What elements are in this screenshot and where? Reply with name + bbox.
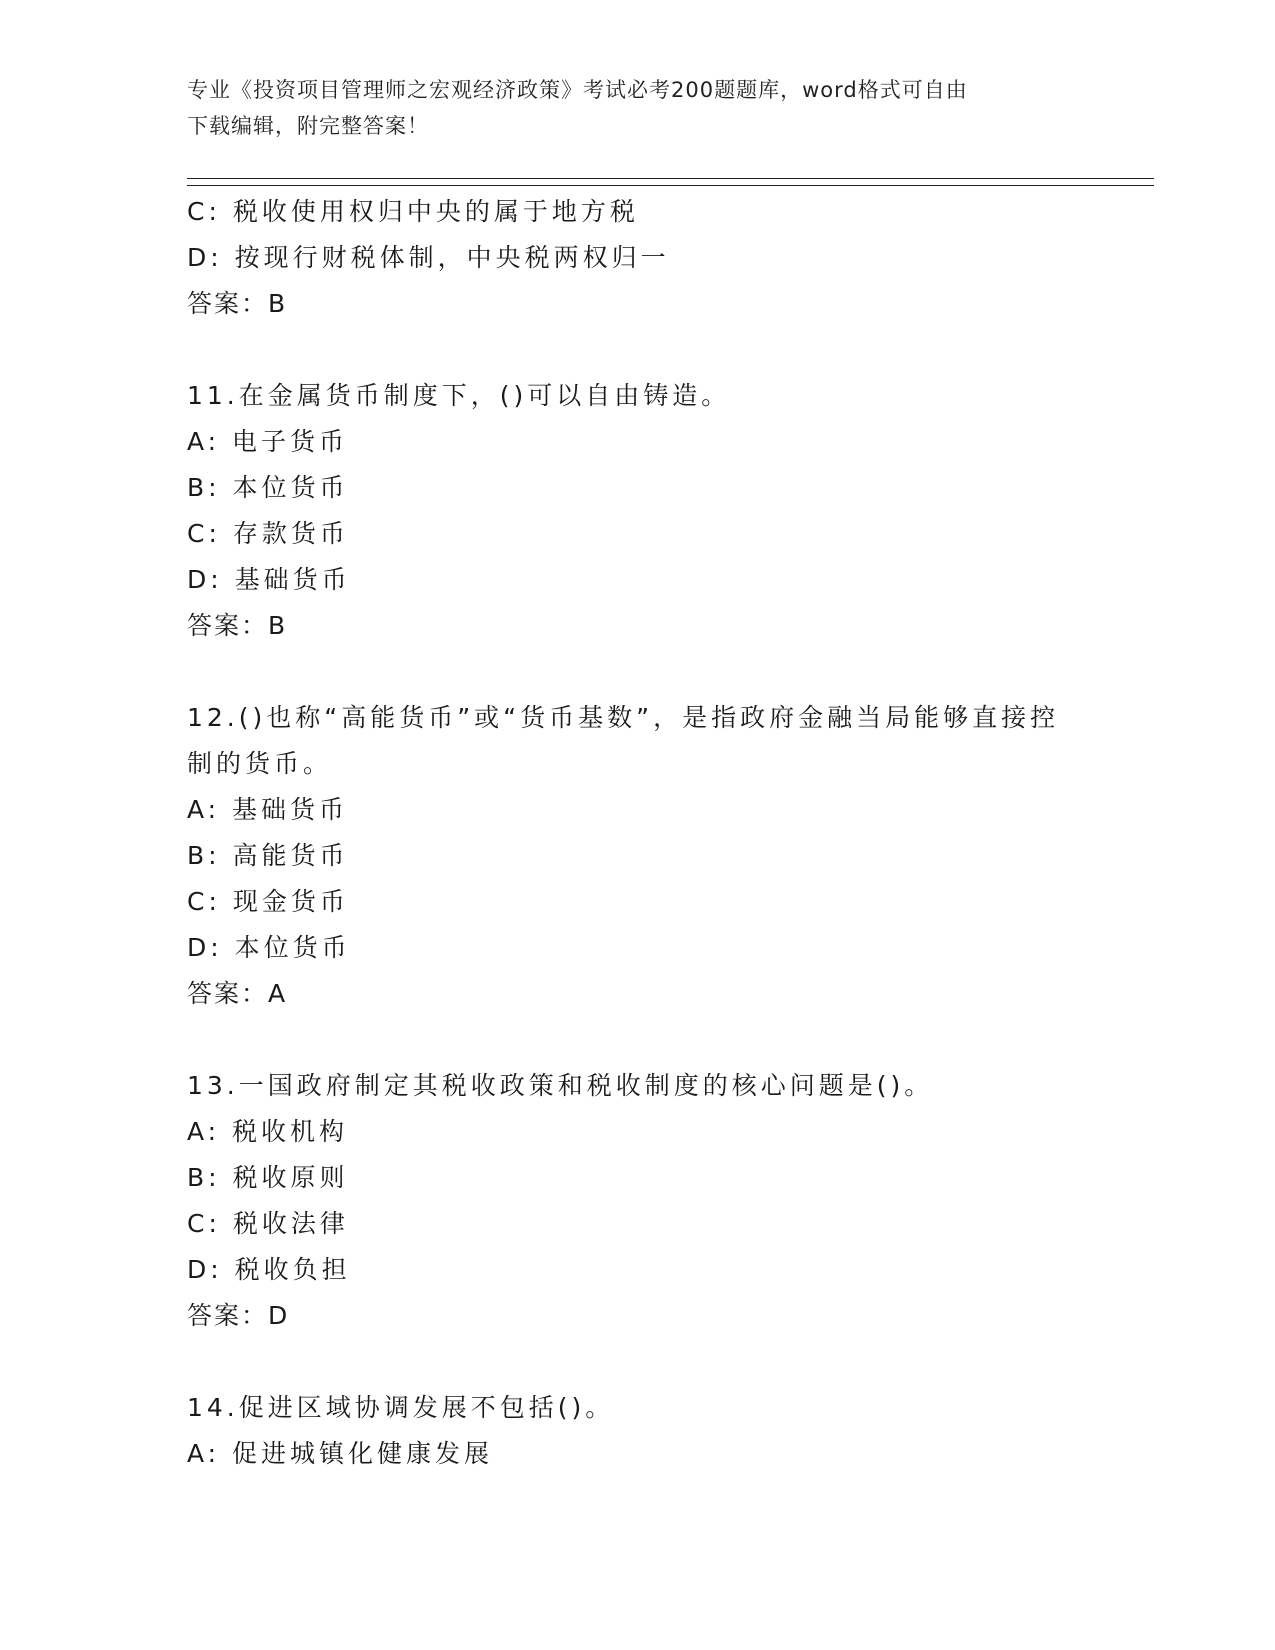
option-d: D: 基础货币	[187, 565, 351, 594]
option-d: D: 本位货币	[187, 933, 351, 962]
spacer	[187, 649, 1087, 695]
spacer	[187, 327, 1087, 373]
answer-label: 答案：A	[187, 979, 288, 1008]
answer-label: 答案：B	[187, 611, 288, 640]
option-b: B: 高能货币	[187, 841, 349, 870]
document-header	[187, 72, 1067, 144]
option-a: A: 税收机构	[187, 1117, 349, 1146]
header-line-1: 专业《投资项目管理师之宏观经济政策》考试必考200题题库，word格式可自由	[187, 78, 968, 102]
answer-label: 答案：B	[187, 289, 288, 318]
question-stem: 12.()也称“高能货币”或“货币基数”，是指政府金融当局能够直接控制的货币。	[187, 703, 1060, 778]
question-block-13	[187, 1063, 1087, 1339]
question-block-12	[187, 695, 1087, 1017]
question-block-11	[187, 373, 1087, 649]
spacer	[187, 1017, 1087, 1063]
header-double-rule	[187, 178, 1154, 186]
option-a: A: 促进城镇化健康发展	[187, 1439, 494, 1468]
answer-label: 答案：D	[187, 1301, 290, 1330]
option-a: A: 基础货币	[187, 795, 349, 824]
option-c: C: 现金货币	[187, 887, 349, 916]
option-c: C: 税收法律	[187, 1209, 349, 1238]
option-a: A: 电子货币	[187, 427, 349, 456]
option-c: C: 税收使用权归中央的属于地方税	[187, 197, 639, 226]
question-stem: 14.促进区域协调发展不包括()。	[187, 1393, 615, 1422]
option-d: D: 按现行财税体制，中央税两权归一	[187, 243, 670, 272]
option-b: B: 税收原则	[187, 1163, 349, 1192]
question-block-partial	[187, 189, 1087, 327]
option-d: D: 税收负担	[187, 1255, 351, 1284]
option-b: B: 本位货币	[187, 473, 349, 502]
header-line-2: 下载编辑，附完整答案！	[187, 114, 429, 138]
option-c: C: 存款货币	[187, 519, 349, 548]
question-stem: 11.在金属货币制度下，()可以自由铸造。	[187, 381, 731, 410]
spacer	[187, 1339, 1087, 1385]
question-list	[187, 189, 1087, 1477]
question-stem: 13.一国政府制定其税收政策和税收制度的核心问题是()。	[187, 1071, 934, 1100]
question-block-14	[187, 1385, 1087, 1477]
